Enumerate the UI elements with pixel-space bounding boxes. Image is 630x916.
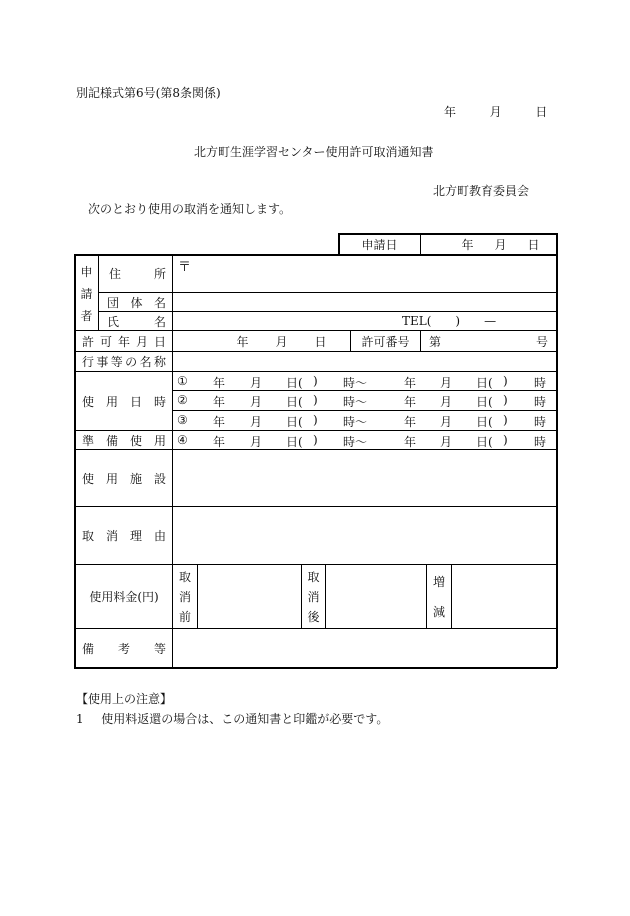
fee-label: 使用料金(円) <box>89 590 159 604</box>
permit-number-label: 許可番号 <box>361 334 410 349</box>
event-name-label-char: 事 <box>96 355 109 369</box>
slot-unit: 月 <box>250 435 263 449</box>
use-datetime-label: 使 用 日 時 <box>82 394 166 409</box>
difference-label: 増 減 <box>432 574 445 620</box>
slot-unit: ) <box>313 374 318 388</box>
year-label: 年 <box>444 105 457 119</box>
slot-number: ③ <box>177 413 188 427</box>
slot-number: ① <box>177 374 188 388</box>
prep-use-label: 準 備 使 用 <box>82 433 166 448</box>
slot-unit: 時～ <box>343 376 368 390</box>
note-text: 使用料返還の場合は、この通知書と印鑑が必要です。 <box>101 712 389 726</box>
slot-unit: ) <box>503 413 508 427</box>
slot-unit: 月 <box>440 415 453 429</box>
slot-unit: 年 <box>404 435 417 449</box>
event-name-label-char: 行 <box>82 355 95 369</box>
slot-number: ② <box>177 393 188 407</box>
slot-unit: 日( <box>476 395 493 409</box>
slot-unit: 年 <box>404 415 417 429</box>
note-item <box>76 710 388 727</box>
slot-unit: 日( <box>286 395 303 409</box>
slot-number: ④ <box>177 433 188 447</box>
slot-unit: 年 <box>213 415 226 429</box>
after-cancel-label: 取 消 後 <box>307 569 320 625</box>
slot-unit: 時 <box>534 395 547 409</box>
day-label: 日 <box>535 105 548 119</box>
event-name-label-char: 等 <box>110 355 123 369</box>
page-title: 北方町生涯学習センター使用許可取消通知書 <box>194 145 434 159</box>
intro-text: 次のとおり使用の取消を通知します。 <box>88 202 292 216</box>
facility-label: 使 用 施 設 <box>82 471 166 486</box>
slot-unit: 日( <box>476 435 493 449</box>
cancel-reason-label: 取 消 理 由 <box>82 529 166 543</box>
month-label: 月 <box>494 237 507 252</box>
before-cancel-label: 取 消 前 <box>178 569 191 625</box>
year-label: 年 <box>461 237 474 252</box>
slot-unit: ) <box>503 433 508 447</box>
slot-unit: 月 <box>440 435 453 449</box>
slot-unit: 日( <box>476 415 493 429</box>
form-reference: 別記様式第6号(第8条関係) <box>76 86 221 100</box>
slot-unit: ) <box>313 413 318 427</box>
slot-unit: 年 <box>404 395 417 409</box>
slot-unit: 月 <box>250 415 263 429</box>
slot-unit: 年 <box>404 376 417 390</box>
slot-unit: 年 <box>213 376 226 390</box>
event-name-label <box>76 352 172 371</box>
event-name-label-char: 名 <box>139 355 152 369</box>
issue-date <box>444 103 547 120</box>
slot-unit: ) <box>313 433 318 447</box>
issuer-name: 北方町教育委員会 <box>433 184 530 198</box>
slot-unit: 日( <box>286 435 303 449</box>
slot-unit: 時 <box>534 435 547 449</box>
slot-unit: 日( <box>476 376 493 390</box>
permit-date-label-char: 月 <box>135 334 148 349</box>
slot-unit: 月 <box>440 395 453 409</box>
event-name-label-char: 称 <box>153 355 166 369</box>
address-label: 住 所 <box>109 267 166 281</box>
permit-number-value: 第 号 <box>429 334 548 349</box>
permit-date-label <box>76 331 172 351</box>
slot-unit: 時～ <box>343 415 368 429</box>
permit-date-value: 年 月 日 <box>236 334 327 349</box>
slot-unit: 年 <box>213 395 226 409</box>
slot-unit: 月 <box>250 376 263 390</box>
permit-date-label-char: 年 <box>117 334 130 349</box>
permit-date-label-char: 許 <box>82 334 95 349</box>
slot-unit: 時 <box>534 415 547 429</box>
apply-date-label: 申請日 <box>361 237 398 252</box>
note-number: 1 <box>76 712 84 726</box>
slot-unit: ) <box>313 393 318 407</box>
name-label: 氏 名 <box>107 314 166 329</box>
slot-unit: 時 <box>534 376 547 390</box>
applicant-label: 申 請 者 <box>80 264 93 323</box>
slot-unit: 日( <box>286 415 303 429</box>
tel-field: TEL( ) — <box>402 314 497 328</box>
apply-date-value <box>421 234 556 254</box>
day-label: 日 <box>527 237 540 252</box>
month-label: 月 <box>489 105 502 119</box>
event-name-label-char: の <box>125 355 138 369</box>
group-name-label: 団 体 名 <box>107 295 166 310</box>
notes-heading: 【使用上の注意】 <box>76 692 173 706</box>
slot-unit: 日( <box>286 376 303 390</box>
remarks-label: 備 考 等 <box>82 641 166 656</box>
slot-unit: ) <box>503 374 508 388</box>
slot-unit: 年 <box>213 435 226 449</box>
postal-mark: 〒 <box>178 260 192 275</box>
slot-unit: 月 <box>440 376 453 390</box>
slot-unit: 時～ <box>343 435 368 449</box>
permit-date-label-char: 可 <box>99 334 112 349</box>
slot-unit: 月 <box>250 395 263 409</box>
permit-date-label-char: 日 <box>153 334 166 349</box>
slot-unit: ) <box>503 393 508 407</box>
slot-unit: 時～ <box>343 395 368 409</box>
